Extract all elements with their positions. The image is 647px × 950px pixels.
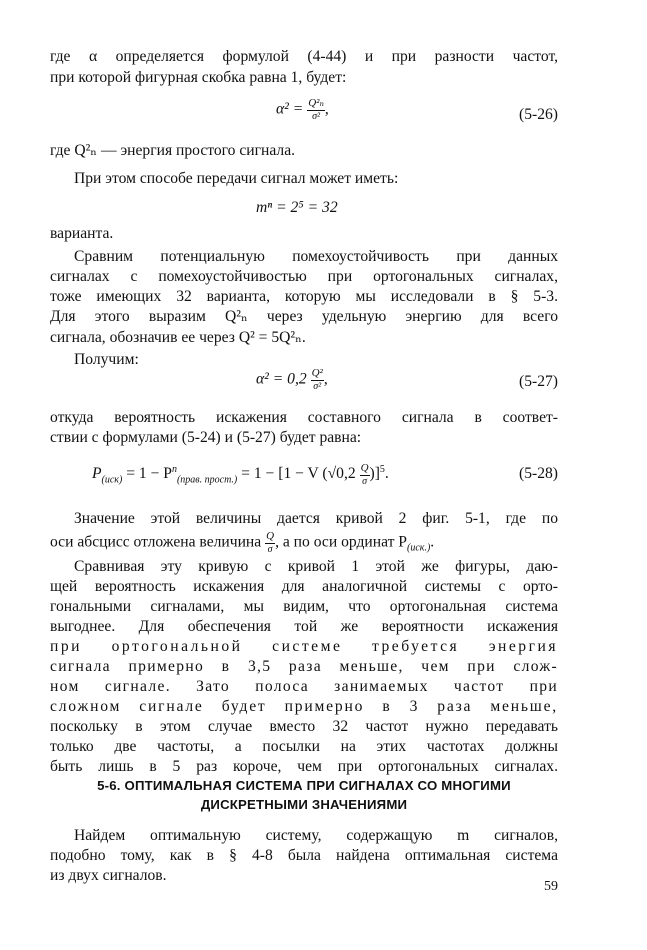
eq-lhs: α² = 0,2 bbox=[256, 370, 307, 388]
section-heading: ДИСКРЕТНЫМИ ЗНАЧЕНИЯМИ bbox=[200, 797, 408, 812]
eq-fraction bbox=[311, 368, 324, 392]
eq-denominator: σ² bbox=[312, 111, 321, 122]
eq-tail: , bbox=[323, 370, 328, 388]
text-line: гональными сигналами, мы видим, что ортогональная система bbox=[50, 598, 558, 615]
text-line: При этом способе передачи сигнал может иметь: bbox=[74, 170, 399, 187]
equation-5-26 bbox=[276, 98, 329, 122]
eq-tail: , bbox=[324, 100, 329, 118]
equation-number: (5-26) bbox=[519, 106, 558, 123]
eq-fraction bbox=[307, 98, 325, 122]
eq-close: )] bbox=[369, 465, 380, 483]
equation-mn: mⁿ = 2⁵ = 32 bbox=[256, 199, 338, 216]
inline-denominator: σ bbox=[267, 544, 273, 555]
text-line: где α определяется формулой (4-44) и при разности частот, bbox=[50, 48, 558, 65]
eq-tail: . bbox=[384, 465, 389, 483]
text-line: быть лишь в 5 раз короче, чем при ортогональных сигналах. bbox=[50, 758, 558, 775]
text-line: сигнала, обозначив ее через Q² = 5Q²ₙ. bbox=[50, 329, 306, 346]
eq-denominator: σ bbox=[362, 475, 368, 487]
text-line: при ортогональной системе требуется энергия bbox=[50, 638, 558, 655]
text-line: сложном сигнале будет примерно в 3 раза меньше, bbox=[50, 698, 558, 715]
eq-p-subscript: (иск) bbox=[101, 474, 123, 486]
eq-lhs: α² = bbox=[276, 100, 304, 118]
eq-mid: = 1 − P bbox=[122, 465, 172, 483]
text-line: ствии с формулами (5-24) и (5-27) будет равна: bbox=[50, 429, 362, 446]
eq-pn-subscript: (прав. прост.) bbox=[176, 474, 238, 486]
equation-number: (5-27) bbox=[519, 373, 558, 390]
eq-rhs: = 1 − [1 − V (√0,2 bbox=[237, 465, 356, 483]
eq-numerator: Q bbox=[360, 461, 369, 474]
text-line: Найдем оптимальную систему, содержащую m сигналов, bbox=[74, 827, 558, 844]
equation-5-27 bbox=[256, 368, 328, 392]
equation-5-28 bbox=[92, 460, 389, 490]
text-line: Значение этой величины дается кривой 2 фиг. 5-1, где по bbox=[74, 510, 558, 527]
text-line: тоже имеющих 32 варианта, которую мы исследовали в § 5-3. bbox=[50, 288, 558, 305]
text-line: подобно тому, как в § 4-8 была найдена оптимальная система bbox=[50, 847, 558, 864]
inline-fraction bbox=[265, 531, 275, 555]
text-line: сигналах с помехоустойчивостью при ортогональных сигналах, bbox=[50, 268, 558, 285]
text-line bbox=[50, 531, 558, 559]
inline-numerator: Q bbox=[266, 530, 275, 542]
equation-number: (5-28) bbox=[519, 465, 558, 482]
text-line: где Q²ₙ — энергия простого сигнала. bbox=[50, 142, 296, 159]
page-number: 59 bbox=[544, 879, 558, 894]
eq-numerator: Q²ₙ bbox=[308, 97, 324, 109]
text-line: ном сигнале. Зато полоса занимаемых частот при bbox=[50, 678, 558, 695]
text-line: из двух сигналов. bbox=[50, 867, 167, 884]
text-line: Сравнивая эту кривую с кривой 1 этой же фигуры, даю- bbox=[74, 558, 558, 575]
text-run: оси абсцисс отложена величина bbox=[50, 533, 262, 551]
text-line: выгоднее. Для обеспечения той же вероятности искажения bbox=[50, 618, 558, 635]
eq-p: P bbox=[92, 465, 102, 483]
eq-power: 5 bbox=[379, 464, 385, 475]
inline-subscript: (иск.) bbox=[407, 542, 431, 554]
eq-numerator: Q² bbox=[311, 367, 323, 379]
text-line: откуда вероятность искажения составного сигнала в соответ- bbox=[50, 409, 558, 426]
text-line: Сравним потенциальную помехоустойчивость при данных bbox=[74, 248, 558, 265]
text-line: только две частоты, а посылки на этих частотах должны bbox=[50, 738, 558, 755]
text-line: сигнала примерно в 3,5 раза меньше, чем при слож- bbox=[50, 658, 558, 675]
text-line: Получим: bbox=[74, 351, 139, 368]
text-line: Для этого выразим Q²ₙ через удельную энергию для всего bbox=[50, 308, 558, 325]
eq-fraction bbox=[360, 463, 370, 487]
text-line: варианта. bbox=[50, 225, 114, 242]
eq-denominator: σ² bbox=[313, 381, 322, 392]
text-run: , а по оси ординат P bbox=[275, 533, 407, 551]
text-line: щей вероятность искажения для аналогичной системы с орто- bbox=[50, 578, 558, 595]
eq-pn-superscript: n bbox=[171, 464, 177, 475]
text-line: поскольку в этом случае вместо 32 частот нужно передавать bbox=[50, 718, 558, 735]
text-line: при которой фигурная скобка равна 1, будет: bbox=[50, 69, 347, 86]
text-run: . bbox=[430, 533, 435, 551]
section-heading: 5-6. ОПТИМАЛЬНАЯ СИСТЕМА ПРИ СИГНАЛАХ СО МНОГИМИ bbox=[97, 778, 511, 793]
